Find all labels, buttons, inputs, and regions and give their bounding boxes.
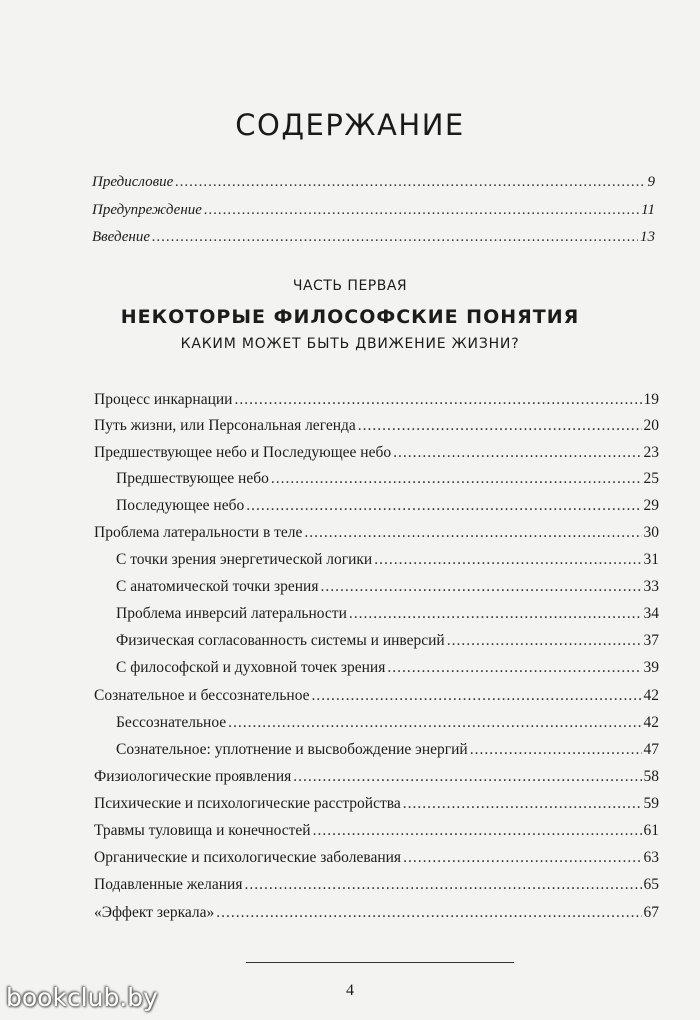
- toc-entry-page: 30: [643, 524, 659, 541]
- leader-dots: [246, 496, 641, 516]
- toc-entry-page: 31: [643, 551, 659, 568]
- toc-subentry[interactable]: [116, 496, 659, 516]
- toc-entry-page: 29: [643, 497, 659, 514]
- toc-entry-label: Предупреждение: [92, 202, 202, 218]
- site-watermark: bookclub.by: [6, 983, 158, 1012]
- toc-entry-page: 39: [643, 659, 659, 676]
- toc-entry-page: 61: [643, 822, 659, 839]
- toc-subentry[interactable]: [116, 631, 659, 651]
- toc-entry-label: Проблема инверсий латеральности: [116, 605, 347, 622]
- toc-entry-page: 23: [643, 444, 659, 461]
- toc-subentry[interactable]: [116, 550, 659, 570]
- toc-entry-introduction[interactable]: [92, 227, 655, 247]
- toc-entry-label: Процесс инкарнации: [94, 391, 233, 408]
- toc-entry-label: С философской и духовной точек зрения: [116, 659, 386, 676]
- toc-entry-label: Последующее небо: [116, 497, 245, 514]
- toc-entry-page: 58: [643, 768, 659, 785]
- toc-entry-page: 42: [643, 714, 659, 731]
- toc-entry-label: Психические и психологические расстройства: [94, 795, 401, 812]
- leader-dots: [244, 875, 641, 895]
- leader-dots: [470, 740, 642, 760]
- leader-dots: [320, 577, 641, 597]
- leader-dots: [271, 469, 642, 489]
- toc-entry[interactable]: [94, 416, 659, 436]
- toc-subentry[interactable]: [116, 604, 659, 624]
- part-subtitle: КАКИМ МОЖЕТ БЫТЬ ДВИЖЕНИЕ ЖИЗНИ?: [180, 336, 520, 352]
- part-title: НЕКОТОРЫЕ ФИЛОСОФСКИЕ ПОНЯТИЯ: [120, 306, 580, 328]
- leader-dots: [293, 767, 641, 787]
- toc-entry-page: 47: [643, 741, 659, 758]
- toc-entry-page: 59: [643, 795, 659, 812]
- toc-entry-label: Травмы туловища и конечностей: [94, 822, 311, 839]
- toc-entry[interactable]: [94, 794, 659, 814]
- toc-entry-label: Путь жизни, или Персональная легенда: [94, 417, 356, 434]
- toc-entry-page: 19: [643, 391, 659, 408]
- leader-dots: [447, 631, 642, 651]
- toc-entry-label: Предисловие: [92, 174, 174, 190]
- toc-entry-label: «Эффект зеркала»: [94, 904, 215, 921]
- leader-dots: [374, 550, 641, 570]
- leader-dots: [403, 848, 641, 868]
- leader-dots: [304, 523, 641, 543]
- leader-dots: [175, 172, 645, 192]
- leader-dots: [312, 686, 642, 706]
- toc-entry-label: Проблема латеральности в теле: [94, 524, 303, 541]
- leader-dots: [204, 200, 639, 220]
- leader-dots: [358, 416, 642, 436]
- leader-dots: [393, 443, 641, 463]
- toc-entry[interactable]: [94, 903, 659, 923]
- toc-entry-label: С точки зрения энергетической логики: [116, 551, 373, 568]
- toc-entry[interactable]: [94, 821, 659, 841]
- leader-dots: [349, 604, 642, 624]
- toc-subentry[interactable]: [116, 469, 659, 489]
- toc-entry[interactable]: [94, 523, 659, 543]
- leader-dots: [234, 390, 641, 410]
- toc-entry-label: С анатомической точки зрения: [116, 578, 319, 595]
- toc-entry-page: 63: [643, 849, 659, 866]
- toc-entry-label: Сознательное и бессознательное: [94, 687, 310, 704]
- toc-entry-page: 67: [643, 904, 659, 921]
- page-title: СОДЕРЖАНИЕ: [235, 108, 465, 142]
- toc-entry[interactable]: [94, 686, 659, 706]
- toc-entry-page: 25: [643, 470, 659, 487]
- toc-entry-page: 34: [643, 605, 659, 622]
- toc-subentry[interactable]: [116, 658, 659, 678]
- toc-entry[interactable]: [94, 443, 659, 463]
- toc-entry[interactable]: [94, 875, 659, 895]
- toc-entry-label: Органические и психологические заболевания: [94, 849, 402, 866]
- toc-subentry[interactable]: [116, 577, 659, 597]
- toc-entry[interactable]: [94, 767, 659, 787]
- footer-rule: [246, 962, 514, 963]
- toc-entry-preface[interactable]: [92, 172, 655, 192]
- toc-entry-label: Бессознательное: [116, 714, 227, 731]
- toc-entry-page: 20: [643, 417, 659, 434]
- leader-dots: [403, 794, 642, 814]
- toc-entry-warning[interactable]: [92, 200, 655, 220]
- toc-entry-label: Физиологические проявления: [94, 768, 292, 785]
- toc-entry-page: 42: [643, 687, 659, 704]
- toc-entry-label: Предшествующее небо: [116, 470, 269, 487]
- toc-entry[interactable]: [94, 848, 659, 868]
- toc-entry-page: 37: [643, 632, 659, 649]
- leader-dots: [228, 713, 641, 733]
- toc-entry-label: Подавленные желания: [94, 876, 243, 893]
- toc-entry[interactable]: [94, 390, 659, 410]
- toc-entry-page: 11: [641, 202, 655, 218]
- toc-entry-label: Предшествующее небо и Последующее небо: [94, 444, 392, 461]
- part-label: ЧАСТЬ ПЕРВАЯ: [292, 278, 408, 294]
- toc-entry-label: Физическая согласованность системы и инверсий: [116, 632, 445, 649]
- toc-entry-page: 33: [643, 578, 659, 595]
- toc-entry-label: Введение: [92, 229, 150, 245]
- toc-entry-page: 13: [640, 229, 655, 245]
- page-number: 4: [346, 982, 354, 999]
- leader-dots: [216, 903, 641, 923]
- leader-dots: [387, 658, 641, 678]
- toc-subentry[interactable]: [116, 740, 659, 760]
- toc-entry-page: 9: [647, 174, 655, 190]
- toc-subentry[interactable]: [116, 713, 659, 733]
- toc-entry-page: 65: [643, 876, 659, 893]
- leader-dots: [152, 227, 638, 247]
- toc-entry-label: Сознательное: уплотнение и высвобождение энергий: [116, 741, 468, 758]
- leader-dots: [313, 821, 642, 841]
